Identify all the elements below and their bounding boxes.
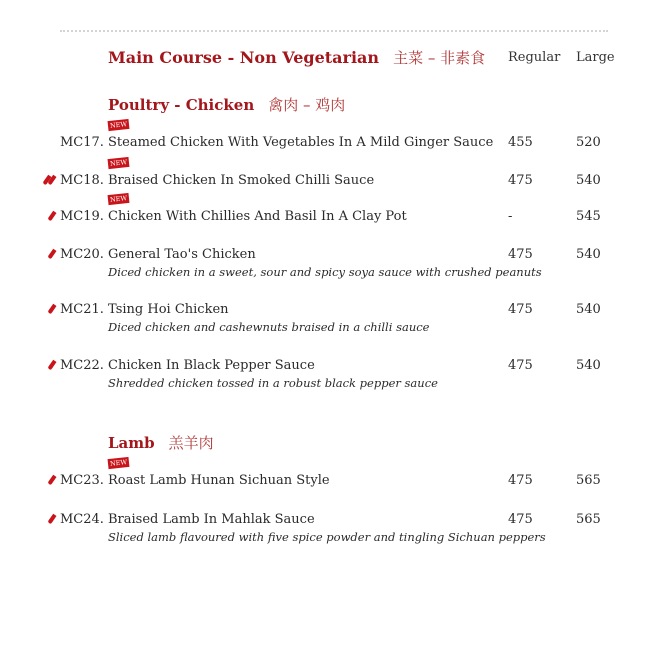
- spicy-indicator: [50, 360, 54, 370]
- item-code: MC20.: [60, 247, 104, 262]
- menu-item: [0, 302, 650, 342]
- chilli-icon: [47, 211, 56, 221]
- menu-item: [0, 458, 650, 513]
- item-name: Braised Chicken In Smoked Chilli Sauce: [108, 173, 375, 188]
- price-large: 545: [576, 209, 601, 224]
- price-large: 540: [576, 358, 601, 373]
- price-large: 520: [576, 135, 601, 150]
- item-description: Shredded chicken tossed in a robust black pepper sauce: [108, 376, 438, 390]
- item-code: MC22.: [60, 358, 104, 373]
- price-regular: 475: [508, 302, 533, 317]
- title-en: Main Course - Non Vegetarian: [108, 48, 380, 67]
- price-regular: 475: [508, 358, 533, 373]
- spicy-indicator: [50, 249, 54, 259]
- section-heading: [108, 94, 345, 115]
- spicy-indicator: [50, 211, 54, 221]
- new-badge: NEW: [108, 457, 130, 469]
- item-description: Sliced lamb flavoured with five spice powder and tingling Sichuan peppers: [108, 530, 546, 544]
- spicy-indicator: [45, 175, 54, 185]
- price-large: 540: [576, 302, 601, 317]
- item-name: Braised Lamb In Mahlak Sauce: [108, 512, 315, 527]
- chilli-icon: [47, 360, 56, 370]
- item-description: Diced chicken in a sweet, sour and spicy soya sauce with crushed peanuts: [108, 265, 542, 279]
- chilli-icon: [47, 249, 56, 259]
- price-large: 540: [576, 247, 601, 262]
- spicy-indicator: [50, 514, 54, 524]
- spicy-indicator: [50, 475, 54, 485]
- item-code: MC21.: [60, 302, 104, 317]
- section-title-cn: 羔羊肉: [168, 434, 214, 452]
- page-title: [108, 47, 485, 68]
- item-code: MC19.: [60, 209, 104, 224]
- menu-item: [0, 120, 650, 175]
- chilli-icon: [47, 514, 56, 524]
- price-regular: 475: [508, 512, 533, 527]
- item-name: Chicken In Black Pepper Sauce: [108, 358, 315, 373]
- menu-item: [0, 358, 650, 398]
- item-code: MC23.: [60, 473, 104, 488]
- price-large: 565: [576, 473, 601, 488]
- item-code: MC18.: [60, 173, 104, 188]
- menu-item: [0, 247, 650, 287]
- col-regular: Regular: [508, 50, 561, 65]
- item-name: Steamed Chicken With Vegetables In A Mild Ginger Sauce: [108, 135, 494, 150]
- menu-item: [0, 194, 650, 249]
- item-name: Tsing Hoi Chicken: [108, 302, 229, 317]
- item-code: MC24.: [60, 512, 104, 527]
- price-regular: -: [508, 209, 513, 224]
- new-badge: NEW: [108, 193, 130, 205]
- price-regular: 475: [508, 473, 533, 488]
- price-large: 540: [576, 173, 601, 188]
- menu-item: [0, 158, 650, 213]
- price-regular: 475: [508, 247, 533, 262]
- section-heading: [108, 432, 214, 453]
- price-large: 565: [576, 512, 601, 527]
- spicy-indicator: [50, 304, 54, 314]
- section-title-cn: 禽肉 – 鸡肉: [268, 96, 346, 114]
- new-badge: NEW: [108, 157, 130, 169]
- section-title: Poultry - Chicken: [108, 96, 255, 114]
- menu-item: [0, 512, 650, 552]
- item-name: Chicken With Chillies And Basil In A Clay Pot: [108, 209, 407, 224]
- chilli-icon: [47, 475, 56, 485]
- new-badge: NEW: [108, 119, 130, 131]
- item-name: General Tao's Chicken: [108, 247, 256, 262]
- item-code: MC17.: [60, 135, 104, 150]
- divider: [60, 30, 608, 32]
- chilli-icon: [47, 304, 56, 314]
- col-large: Large: [576, 50, 615, 65]
- item-name: Roast Lamb Hunan Sichuan Style: [108, 473, 330, 488]
- item-description: Diced chicken and cashewnuts braised in a chilli sauce: [108, 320, 430, 334]
- price-regular: 475: [508, 173, 533, 188]
- title-cn: 主菜 – 非素食: [393, 49, 486, 67]
- price-regular: 455: [508, 135, 533, 150]
- section-title: Lamb: [108, 434, 155, 452]
